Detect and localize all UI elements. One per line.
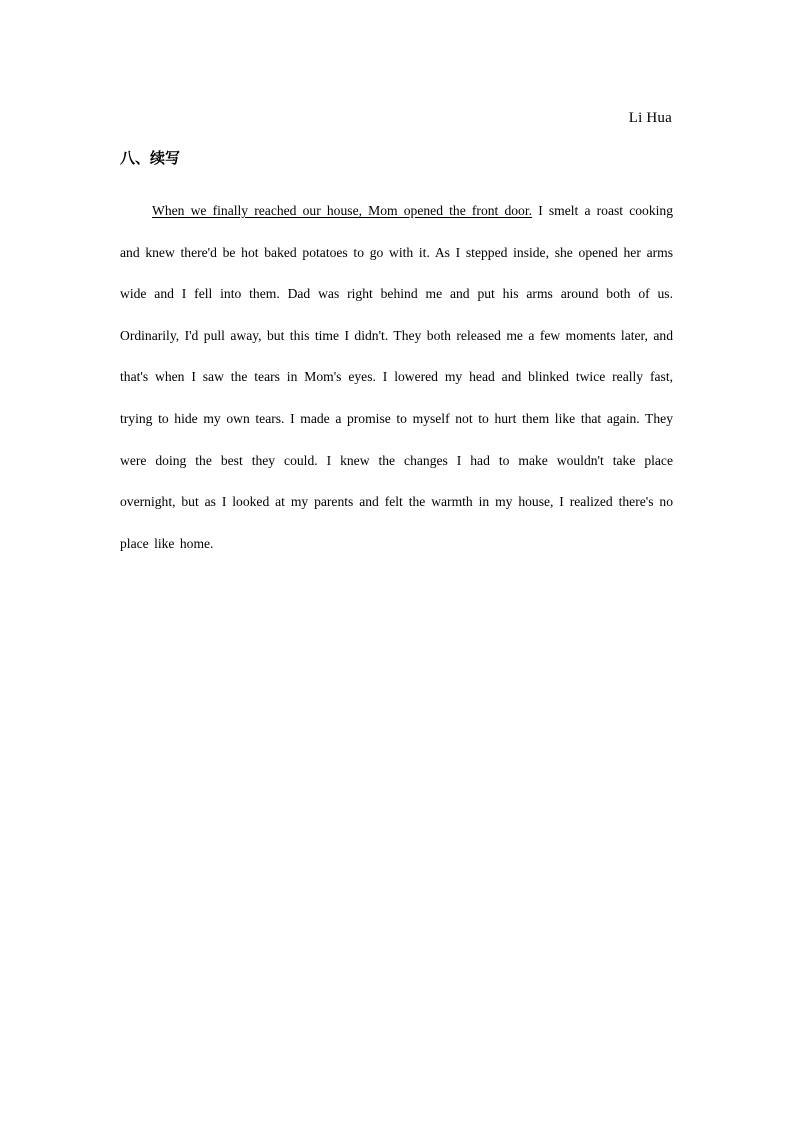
essay-paragraph [120,190,673,564]
author-name: Li Hua [628,110,672,126]
section-heading: 八、续写 [120,149,181,167]
opening-sentence: When we finally reached our house, Mom opened the front door. [152,203,533,218]
essay-body: I smelt a roast cooking and knew there'd be hot baked potatoes to go with it. As I stepped inside, she opened her arms wide and I fell into them. Dad was right behind me and put his arms around both of us. Ordinarily, I'd pull away, but this time I didn't. They both released me a few moments later, and that's when I saw the tears in Mom's eyes. I lowered my head and blinked twice really fast, trying to hide my own tears. I made a promise to myself not to hurt them like that again. They were doing the best they could. I knew the changes I had to make wouldn't take place overnight, but as I looked at my parents and felt the warmth in my house, I realized there's no place like home. [120,203,673,551]
